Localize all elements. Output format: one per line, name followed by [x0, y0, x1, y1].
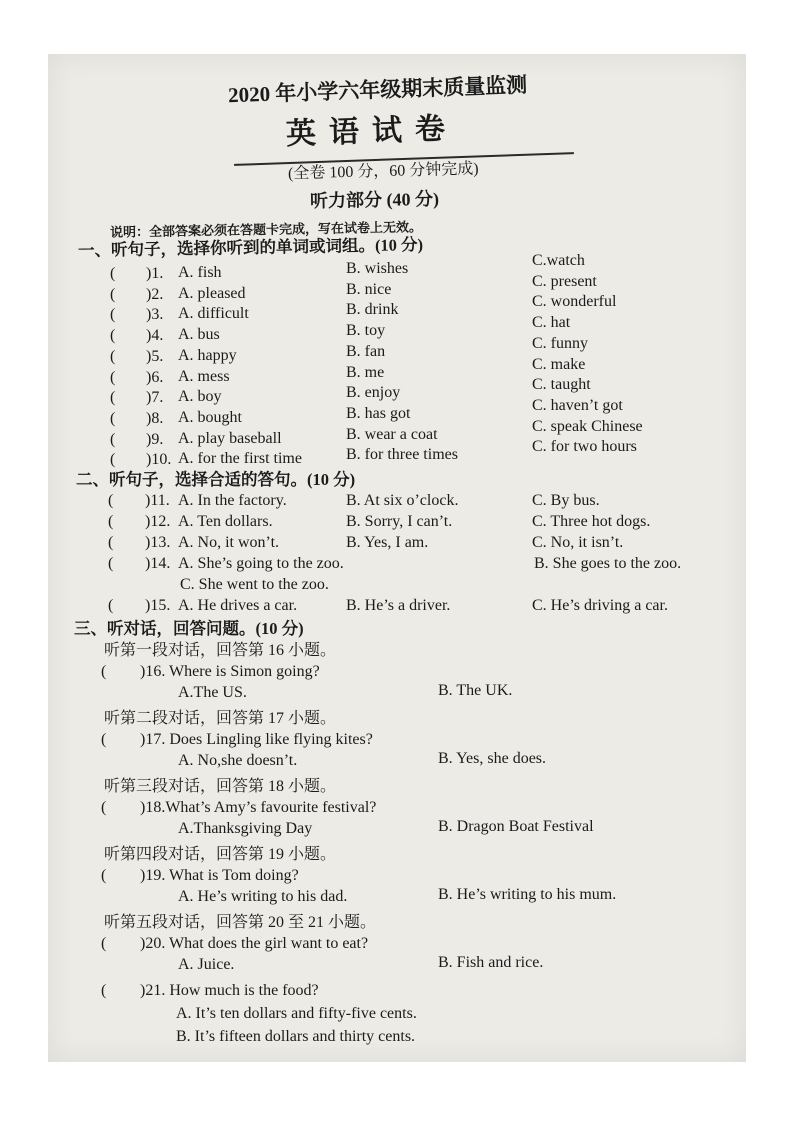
dialogue-intro: 听第一段对话，回答第 16 小题。 [104, 642, 337, 659]
question-number: )9. [146, 430, 164, 448]
answer-paren[interactable]: ( [110, 306, 116, 324]
answer-paren[interactable]: ( [108, 513, 114, 530]
answer-paren[interactable]: ( [110, 451, 116, 469]
option-a: A. boy [178, 388, 222, 406]
option-b: B. drink [346, 301, 399, 319]
option-b: B. wishes [346, 260, 409, 277]
option-b: B. It’s fifteen dollars and thirty cents. [176, 1028, 416, 1045]
question-text: )17. Does Lingling like flying kites? [140, 731, 373, 748]
exam-paper [48, 54, 746, 1062]
answer-paren[interactable]: ( [110, 409, 116, 427]
question-number: )5. [146, 347, 164, 365]
dialogue-intro: 听第二段对话，回答第 17 小题。 [104, 710, 337, 727]
option-a: A. happy [178, 346, 237, 364]
answer-paren[interactable]: ( [101, 867, 107, 884]
option-a: A. He drives a car. [178, 597, 298, 614]
option-c: C. He’s driving a car. [532, 597, 668, 614]
option-a: A. for the first time [178, 450, 302, 468]
question-number: )10. [146, 451, 172, 469]
option-c: C. speak Chinese [532, 417, 643, 435]
option-c: C.watch [532, 252, 585, 269]
dialogue-intro: 听第三段对话，回答第 18 小题。 [104, 778, 337, 795]
question-number: )15. [145, 597, 171, 614]
dialogue-intro: 听第五段对话，回答第 20 至 21 小题。 [104, 914, 377, 931]
answer-paren[interactable]: ( [101, 799, 107, 816]
question-number: )1. [146, 265, 164, 282]
part-title: 听力部分 (40 分) [309, 188, 440, 212]
answer-paren[interactable]: ( [110, 347, 116, 365]
option-b: B. The UK. [438, 682, 513, 699]
answer-paren[interactable]: ( [101, 731, 107, 748]
question-text: )21. How much is the food? [140, 982, 319, 999]
option-b: B. wear a coat [346, 425, 438, 443]
question-number: )4. [146, 327, 164, 345]
question-number: )11. [145, 492, 170, 509]
answer-paren[interactable]: ( [108, 492, 114, 509]
option-a: A. Juice. [178, 956, 235, 973]
dialogue-intro: 听第四段对话，回答第 19 小题。 [104, 846, 337, 863]
section-1-title: 一、听句子，选择你听到的单词或词组。(10 分) [77, 234, 424, 261]
option-a: A. It’s ten dollars and fifty-five cents. [176, 1005, 417, 1022]
option-a: A. difficult [178, 305, 249, 323]
option-a: A. In the factory. [178, 492, 287, 509]
question-text: )16. Where is Simon going? [140, 663, 320, 680]
answer-paren[interactable]: ( [110, 327, 116, 345]
option-a: A. No, it won’t. [178, 534, 280, 551]
question-number: )6. [146, 368, 164, 386]
option-a: A. bus [178, 326, 220, 344]
option-b: B. She goes to the zoo. [534, 555, 682, 572]
question-number: )8. [146, 409, 164, 427]
option-a: A. Ten dollars. [178, 513, 273, 530]
option-c: C. No, it isn’t. [532, 534, 624, 551]
option-a: A. bought [178, 408, 242, 426]
option-a: A. fish [178, 264, 222, 281]
option-b: B. fan [346, 342, 386, 360]
option-c: C. Three hot dogs. [532, 513, 651, 530]
option-b: B. Dragon Boat Festival [438, 818, 594, 835]
option-b: B. for three times [346, 446, 458, 464]
option-b: B. has got [346, 404, 411, 422]
option-c: C. taught [532, 376, 591, 394]
option-a: A. mess [178, 367, 230, 385]
option-c: C. funny [532, 334, 588, 352]
option-b: B. Yes, she does. [438, 750, 547, 767]
option-a: A.Thanksgiving Day [178, 820, 313, 837]
exam-title: 2020 年小学六年级期末质量监测 [227, 72, 528, 108]
answer-paren[interactable]: ( [110, 285, 116, 303]
question-text: )18.What’s Amy’s favourite festival? [140, 799, 377, 816]
question-number: )7. [146, 389, 164, 407]
option-c: C. make [532, 355, 586, 373]
option-b: B. toy [346, 322, 386, 340]
question-text: )19. What is Tom doing? [140, 867, 299, 884]
answer-paren[interactable]: ( [110, 368, 116, 386]
option-b: B. He’s a driver. [346, 597, 451, 614]
option-b: B. At six o’clock. [346, 492, 459, 509]
option-a: A.The US. [178, 684, 247, 701]
instructions-note: 说明：全部答案必须在答题卡完成，写在试卷上无效。 [109, 219, 423, 240]
option-c: C. By bus. [532, 492, 600, 509]
option-c: C. wonderful [532, 293, 617, 311]
option-a: A. She’s going to the zoo. [178, 555, 344, 572]
option-a: A. No,she doesn’t. [178, 752, 298, 769]
option-b: B. enjoy [346, 384, 401, 402]
answer-paren[interactable]: ( [110, 389, 116, 407]
option-a: A. play baseball [178, 429, 282, 447]
section-2-title: 二、听句子，选择合适的答句。(10 分) [76, 470, 356, 489]
option-b: B. He’s writing to his mum. [438, 886, 617, 903]
question-number: )2. [146, 285, 164, 303]
question-number: )3. [146, 306, 164, 324]
answer-paren[interactable]: ( [110, 265, 116, 282]
answer-paren[interactable]: ( [101, 982, 107, 999]
option-b: B. Yes, I am. [346, 534, 429, 551]
option-a: A. pleased [178, 284, 246, 302]
option-b: B. nice [346, 280, 392, 298]
answer-paren[interactable]: ( [108, 597, 114, 614]
question-text: )20. What does the girl want to eat? [140, 935, 369, 952]
option-b: B. Fish and rice. [438, 954, 544, 971]
option-c: C. for two hours [532, 438, 637, 456]
option-c: C. hat [532, 314, 571, 332]
answer-paren[interactable]: ( [108, 555, 114, 572]
subject-title: 英语试卷 [285, 112, 459, 151]
exam-info: (全卷 100 分，60 分钟完成) [287, 160, 479, 183]
option-c: C. haven’t got [532, 396, 623, 414]
question-number: )14. [145, 555, 171, 572]
answer-paren[interactable]: ( [101, 663, 107, 680]
option-b: B. Sorry, I can’t. [346, 513, 453, 530]
question-number: )13. [145, 534, 171, 551]
option-c: C. She went to the zoo. [180, 576, 329, 593]
section-3-title: 三、听对话，回答问题。(10 分) [74, 619, 304, 638]
answer-paren[interactable]: ( [101, 935, 107, 952]
answer-paren[interactable]: ( [108, 534, 114, 551]
answer-paren[interactable]: ( [110, 430, 116, 448]
option-c: C. present [532, 272, 597, 290]
question-number: )12. [145, 513, 171, 530]
option-b: B. me [346, 363, 385, 381]
option-a: A. He’s writing to his dad. [178, 888, 348, 905]
